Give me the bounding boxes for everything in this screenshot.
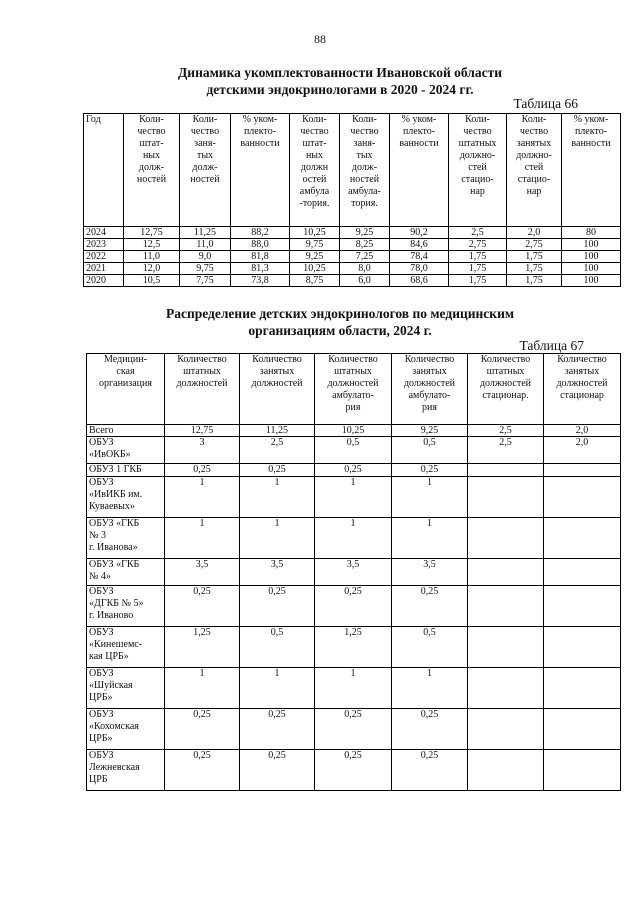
table-cell-org: ОБУЗ «ИвОКБ» [87,437,165,464]
table-cell: 1,75 [507,275,562,287]
table-cell: 1,25 [165,627,240,668]
table66-header-cell: % уком- плекто- ванности [390,114,449,227]
table-cell: 1,75 [449,263,507,275]
table-cell: 2020 [84,275,124,287]
table-cell: 0,25 [240,709,315,750]
table-cell: 0,5 [392,437,468,464]
table-cell [544,668,621,709]
page-number: 88 [314,32,326,46]
table-cell: 2,75 [507,239,562,251]
table-row [87,750,621,791]
table-cell: 1 [392,518,468,559]
table-cell-org: ОБУЗ «Кинешемс- кая ЦРБ» [87,627,165,668]
table-cell: 9,75 [180,263,231,275]
table-cell: 88,0 [231,239,290,251]
table-cell: 8,75 [290,275,340,287]
table-cell: 10,25 [315,425,392,437]
table-cell: 1 [240,477,315,518]
table-cell [468,477,544,518]
table-cell: 12,75 [165,425,240,437]
table-cell: 78,4 [390,251,449,263]
table-cell: 73,8 [231,275,290,287]
table-cell: 9,25 [290,251,340,263]
table-cell [468,586,544,627]
table-cell: 1,25 [315,627,392,668]
table66 [83,113,621,287]
table-cell-org: ОБУЗ «ДГКБ № 5» г. Иваново [87,586,165,627]
table-cell: 0,25 [315,709,392,750]
table-cell: 2,5 [468,425,544,437]
table-cell: 0,25 [165,586,240,627]
table66-header-cell: Коли- чество штатных должно- стей стацио- нар [449,114,507,227]
table-cell: 12,0 [124,263,180,275]
table66-header-year: Год [84,114,124,227]
table-row [87,668,621,709]
table-cell [544,750,621,791]
table-cell [468,464,544,477]
table-cell-org: ОБУЗ 1 ГКБ [87,464,165,477]
table-cell: 1 [240,518,315,559]
table-cell: 6,0 [340,275,390,287]
table-cell: 0,25 [392,709,468,750]
table-cell: 0,25 [315,464,392,477]
table-cell: 9,0 [180,251,231,263]
table-cell: 0,25 [392,464,468,477]
table-cell: 0,5 [392,627,468,668]
table-row [84,239,621,251]
table-cell: 8,25 [340,239,390,251]
table-cell: 88,2 [231,227,290,239]
table66-header-cell: % уком- плекто- ванности [231,114,290,227]
table-cell: 2023 [84,239,124,251]
table-cell [468,668,544,709]
table-row [87,464,621,477]
table-cell [468,559,544,586]
table-cell: 11,0 [180,239,231,251]
table-cell: 1,75 [449,251,507,263]
table66-header-cell: % уком- плекто- ванности [562,114,621,227]
table-cell: 11,25 [240,425,315,437]
table-cell: 0,25 [392,586,468,627]
table-cell: 1 [165,518,240,559]
table-row [87,627,621,668]
table-cell: 2021 [84,263,124,275]
table66-label: Таблица 66 [513,96,578,111]
table-cell: 3,5 [315,559,392,586]
table-cell: 0,5 [240,627,315,668]
table-cell: 2,5 [240,437,315,464]
table-cell: 3,5 [240,559,315,586]
table-cell: 11,0 [124,251,180,263]
table-cell: 0,25 [240,586,315,627]
table-cell: 100 [562,251,621,263]
table-cell: 100 [562,239,621,251]
table-cell: 81,3 [231,263,290,275]
table-cell: 1,75 [449,275,507,287]
table-cell-org: ОБУЗ «Кохомская ЦРБ» [87,709,165,750]
table-cell: 11,25 [180,227,231,239]
table-cell: 1,75 [507,263,562,275]
table-cell: 1 [240,668,315,709]
table-cell [468,750,544,791]
table-row [87,518,621,559]
table-row [84,227,621,239]
table-cell: 2,0 [507,227,562,239]
table-cell: 2,5 [449,227,507,239]
table-cell: 2,5 [468,437,544,464]
table-cell: 0,25 [165,750,240,791]
table-cell: 1,75 [507,251,562,263]
table-cell: 9,25 [340,227,390,239]
table-cell: 0,5 [315,437,392,464]
table67-header-cell: Количество занятых должностей [240,354,315,425]
table-cell: 0,25 [392,750,468,791]
table-cell [544,477,621,518]
table67-header-cell: Количество штатных должностей стационар. [468,354,544,425]
table-cell-org: ОБУЗ «ГКБ № 3 г. Иванова» [87,518,165,559]
table67 [86,353,621,791]
table-row [87,709,621,750]
table67-header-org: Медицин- ская организация [87,354,165,425]
table66-header-cell: Коли- чество заня- тых долж- ностей [180,114,231,227]
table-cell-org: ОБУЗ «ИвИКБ им. Куваевых» [87,477,165,518]
table-cell: 84,6 [390,239,449,251]
table-cell-org: ОБУЗ «Шуйская ЦРБ» [87,668,165,709]
table-cell-org: ОБУЗ Лежневская ЦРБ [87,750,165,791]
table-cell [468,709,544,750]
table-cell: 0,25 [240,464,315,477]
table-cell [544,709,621,750]
table-cell: 1 [165,477,240,518]
table-cell [544,586,621,627]
table-cell: 1 [315,477,392,518]
table67-header-cell: Количество штатных должностей [165,354,240,425]
table-cell: 0,25 [315,586,392,627]
table-cell: 1 [165,668,240,709]
table-cell: 8,0 [340,263,390,275]
table-cell: 90,2 [390,227,449,239]
table-cell [544,518,621,559]
table-cell: 3,5 [392,559,468,586]
table-row [87,477,621,518]
table-cell [544,627,621,668]
table67-title: Распределение детских эндокринологов по медицинским организациям области, 2024 г. [165,306,515,338]
table-cell: 3 [165,437,240,464]
table-cell: 0,25 [315,750,392,791]
table-cell: 1 [315,668,392,709]
table-cell: 12,5 [124,239,180,251]
table-cell: 10,5 [124,275,180,287]
table-cell: 1 [392,477,468,518]
table-cell: 3,5 [165,559,240,586]
table-cell: 0,25 [165,464,240,477]
table-cell: 10,25 [290,263,340,275]
table66-header-row [84,114,621,227]
table-cell: 81,8 [231,251,290,263]
table-cell [468,627,544,668]
table-row [84,263,621,275]
table-cell: 7,25 [340,251,390,263]
table66-title: Динамика укомплектованности Ивановской области детскими эндокринологами в 2020 - 2024 гг. [178,65,502,97]
table-cell: 80 [562,227,621,239]
table66-header-cell: Коли- чество штат- ных должн остей амбула -тория. [290,114,340,227]
table-cell: 78,0 [390,263,449,275]
table-cell: 2024 [84,227,124,239]
table-row [87,586,621,627]
table-cell: 10,25 [290,227,340,239]
table-row [84,275,621,287]
table67-header-cell: Количество занятых должностей стационар [544,354,621,425]
table-cell: 9,25 [392,425,468,437]
table-cell: 100 [562,275,621,287]
table67-header-cell: Количество занятых должностей амбулато- рия [392,354,468,425]
table66-header-cell: Коли- чество штат- ных долж- ностей [124,114,180,227]
table-cell: 68,6 [390,275,449,287]
table-cell: 1 [392,668,468,709]
table-cell: 2022 [84,251,124,263]
table-cell: 2,0 [544,425,621,437]
table-cell: 2,75 [449,239,507,251]
table66-header-cell: Коли- чество заня- тых долж- ностей амбула- тория. [340,114,390,227]
table-cell-org: ОБУЗ «ГКБ № 4» [87,559,165,586]
table-row [87,425,621,437]
table-cell: 0,25 [240,750,315,791]
table-cell [468,518,544,559]
table-cell [544,559,621,586]
table-row [87,437,621,464]
table-cell: 100 [562,263,621,275]
table67-header-row [87,354,621,425]
table-cell: 7,75 [180,275,231,287]
table67-header-cell: Количество штатных должностей амбулато- рия [315,354,392,425]
table-cell: 0,25 [165,709,240,750]
table-cell: 12,75 [124,227,180,239]
table-cell [544,464,621,477]
table66-header-cell: Коли- чество занятых должно- стей стацио- нар [507,114,562,227]
table-cell: 1 [315,518,392,559]
table-cell: 9,75 [290,239,340,251]
table-cell: 2,0 [544,437,621,464]
table-row [84,251,621,263]
table-row [87,559,621,586]
table-cell-org: Всего [87,425,165,437]
table67-label: Таблица 67 [519,338,584,353]
